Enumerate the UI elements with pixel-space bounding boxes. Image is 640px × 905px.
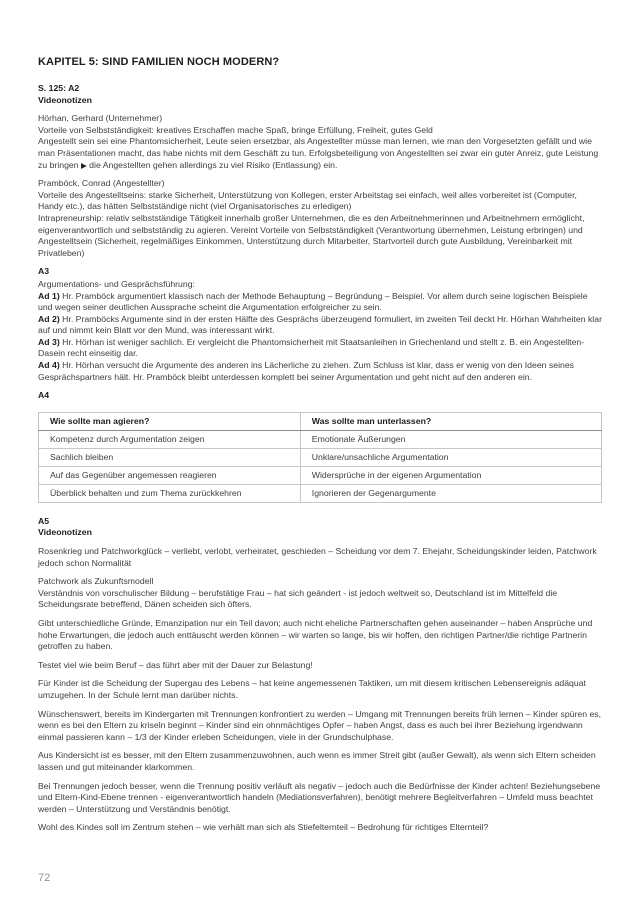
table-header-cell: Was sollte man unterlassen? xyxy=(300,412,601,430)
table-cell: Überblick behalten und zum Thema zurückkehren xyxy=(39,484,301,502)
section-ref-a2 xyxy=(38,83,602,106)
videonotes-hoerhan: Hörhan, Gerhard (Unternehmer) Vorteile von Selbstständigkeit: kreatives Erschaffen mache Spaß, bringe Erfüllung, Freiheit, gutes Geld Angestellt sein sei eine Phantomsicherheit, Leute seien ersetzbar, als Angestellter müsse man lernen, wie man den Vorgesetzten gefällt und wie man Präsentationen macht, das habe nichts mit dem Geschäft zu tun. Erfolgsbeteiligung von Angestellten sei zwar ein guter Anreiz, gute Leistung zu bringen ▶ die Angestellten gehen allerdings zu viel Risiko (Entlassung) ein. xyxy=(38,113,599,170)
subheading-line: S. 125: A2 xyxy=(38,83,80,93)
inline-label: Ad 2) xyxy=(38,313,60,324)
a5-note-supergau: Für Kinder ist die Scheidung der Supergau des Lebens – hat keine angemessenen Taktiken, um mit diesem kritischen Lebensereignis adäquat umzugehen. In der Schule lernt man darüber nichts. xyxy=(38,678,586,700)
table-cell: Auf das Gegenüber angemessen reagieren xyxy=(39,466,301,484)
a5-note-kindeswohl: Wohl des Kindes soll im Zentrum stehen – wie verhält man sich als Stiefelternteil – Bedrohung für richtiges Elternteil? xyxy=(38,822,489,833)
table-cell: Sachlich bleiben xyxy=(39,448,301,466)
chapter-title: KAPITEL 5: SIND FAMILIEN NOCH MODERN? xyxy=(38,56,280,68)
table-row xyxy=(39,430,602,448)
table-header-cell: Wie sollte man agieren? xyxy=(39,412,301,430)
page-number: 72 xyxy=(38,872,51,885)
table-cell: Kompetenz durch Argumentation zeigen xyxy=(39,430,301,448)
videonotes-pramboeck: Pramböck, Conrad (Angestellter) Vorteile des Angestelltseins: starke Sicherheit, Unterstützung von Kollegen, erster Arbeitstag sei einfach, weil alles vorbereitet ist (Computer, Handy etc.), das hätten Selbstständige nicht (viel Organisatorisches zu erledigen) Intrapreneurship: relativ selbstständige Tätigkeit innerhalb großer Unternehmen, die es den Arbeitnehmerinnen und Arbeitnehmern ermöglicht, eigenverantwortlich und selbstständig zu agieren. Vereint Vorteile von Selbstständigkeit (Verantwortung übernehmen, Leistung erbringen) und Angestelltsein (Sicherheit, regelmäßiges Einkommen, Unterstützung durch Mitarbeiter, Startvorteil durch gute Ausbildung, Vereinbarkeit mit Privatleben) xyxy=(38,178,585,258)
a5-note-testet: Testet viel wie beim Beruf – das führt aber mit der Dauer zur Belastung! xyxy=(38,659,313,670)
document-body xyxy=(38,83,602,834)
a5-note-kindergarten: Wünschenswert, bereits im Kindergarten mit Trennungen konfrontiert zu werden – Umgang mit Trennungen bereits früh lernen – Kinder spüren es, wenn es bei den Eltern zu kriseln beginnt – Kinder sind ein ohnmächtiges Opfer – haben Angst, dass es auch bei ihrer Beziehung irgendwann einmal passieren kann – 1/3 der Kinder erleben Scheidungen, viele in der Grundschulphase. xyxy=(38,708,602,742)
a5-note-trennungen: Bei Trennungen jedoch besser, wenn die Trennung positiv verläuft als negativ – jedoch auch die Bedürfnisse der Kinder achten! Beziehungsebene und Eltern-Kind-Ebene trennen - eigenverantwortlich handeln (Mediationsverfahren), benötigt mehrere Begleitverfahren – Umfeld muss beachtet werden – Unterstützung und Verständnis benötigt. xyxy=(38,780,601,814)
a4-behaviour-table xyxy=(38,412,602,503)
a5-note-kindersicht: Aus Kindersicht ist es besser, mit den Eltern zusammenzuwohnen, auch wenn es immer Streit gibt (außer Gewalt), als wenn sich Eltern scheiden lassen und gut miteinander klarkommen. xyxy=(38,750,596,772)
table-row xyxy=(39,448,602,466)
task-heading-a3: A3 xyxy=(38,266,50,277)
a5-note-patchwork: Patchwork als Zukunftsmodell Verständnis von vorschulischer Bildung – berufstätige Frau – hat sich geändert - ist jedoch weltweit so, Deutschland ist im Mittelfeld die Scheidungsrate betreffend, Dänen scheiden sich öfters. xyxy=(38,576,558,610)
table-cell: Unklare/unsachliche Argumentation xyxy=(300,448,601,466)
task-heading-a4: A4 xyxy=(38,390,50,401)
subheading-line: A5 xyxy=(38,515,50,526)
inline-label: Ad 4) xyxy=(38,360,60,371)
table-cell: Ignorieren der Gegenargumente xyxy=(300,484,601,502)
a5-note-gruende: Gibt unterschiedliche Gründe, Emanzipation nur ein Teil davon; auch nicht eheliche Partnerschaften gehen auseinander – haben Ansprüche und hohe Erwartungen, die jedoch auch enttäuscht werden können – wir warten so lange, bis wir hoffen, den richtigen Partner/die richtige Partnerin getroffen zu haben. xyxy=(38,618,593,652)
subheading-line: Videonotizen xyxy=(38,527,92,538)
table-row xyxy=(39,466,602,484)
table-header-row xyxy=(39,412,602,430)
table-row xyxy=(39,484,602,502)
table-cell: Emotionale Äußerungen xyxy=(300,430,601,448)
a5-note-rosenkrieg: Rosenkrieg und Patchworkglück – verliebt, verlobt, verheiratet, geschieden – Scheidung vor dem 7. Ehejahr, Scheidungskinder leiden, Patchwork jedoch schon Normalität xyxy=(38,546,597,568)
inline-label: Ad 1) xyxy=(38,290,60,301)
arrow-right-icon: ▶ xyxy=(80,160,87,170)
a3-argumentation-analysis: Argumentations- und Gesprächsführung: Ad 1) Hr. Pramböck argumentiert klassisch nach der Methode Behauptung – Begründung – Beispiel. Vor allem durch seine logischen Beispiele und wegen seiner deutlichen Aussprache scheint die Argumentation erfolgreicher zu sein. Ad 2) Hr. Pramböcks Argumente sind in der ersten Hälfte des Gesprächs überzeugend formuliert, im zweiten Teil deckt Hr. Hörhan Wahrheiten klar auf und nimmt kein Blatt vor den Mund, was interessant wirkt. Ad 3) Hr. Hörhan ist weniger sachlich. Er vergleicht die Phantomsicherheit mit Staatsanleihen in Griechenland und stellt z. B. ein Angestellten-Dasein recht einseitig dar. Ad 4) Hr. Hörhan versucht die Argumente des anderen ins Lächerliche zu ziehen. Zum Schluss ist klar, dass er wenig von den Ideen seines Gesprächspartners hält. Hr. Pramböck bleibt unterdessen komplett bei seiner Argumentation und geht nicht auf den anderen ein. xyxy=(38,278,602,382)
inline-label: Ad 3) xyxy=(38,336,60,347)
section-ref-a5 xyxy=(38,516,602,539)
table-cell: Widersprüche in der eigenen Argumentation xyxy=(300,466,601,484)
subheading-line: Videonotizen xyxy=(38,94,92,105)
